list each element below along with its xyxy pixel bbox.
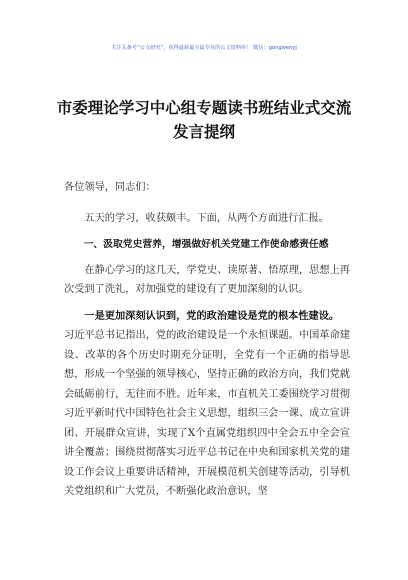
document-title: 市委理论学习中心组专题读书班结业式交流发言提纲 — [56, 98, 352, 141]
header-watermark: 关注头条号“公文研究”，获得最新最全最专业的公文资料库！ 微信：gongwenyj — [111, 45, 297, 51]
intro-paragraph: 五天的学习，收获颇丰。下面，从两个方面进行汇报。 — [84, 212, 329, 224]
section-heading-1: 一、汲取党史营养，增强做好机关党建工作使命感责任感 — [83, 239, 329, 250]
point1-heading: 一是更加深刻认识到，党的政治建设是党的根本性建设。 — [84, 309, 340, 322]
document-body — [64, 178, 350, 502]
section1-paragraph: 在静心学习的这几天，学党史、读原著、悟原理，思想上再次受到了洗礼，对加强党的建设有了更加深刻的认识。 — [64, 264, 350, 295]
point1-paragraph: 习近平总书记指出，党的政治建设是一个永恒课题。中国革命建设、改革的各个历史时期充分证明，全党有一个正确的指导思想，形成一个坚强的领导核心，坚持正确的政治方向，我们党就会砥砺前行，无往而不胜。近年来，市直机关工委围绕学习贯彻习近平新时代中国特色社会主义思想，组织三会一课、成立宣讲团、开展群众宣讲，实现了X个直属党组织四中全会五中全会宣讲全覆盖；围绕贯彻落实习近平总书记在中央和国家机关党的建设工作会议上重要讲话精神，开展模范机关创建等活动，引导机关党组织和广大党员，不断强化政治意识，坚 — [64, 330, 350, 497]
greeting: 各位领导，同志们： — [64, 182, 156, 193]
